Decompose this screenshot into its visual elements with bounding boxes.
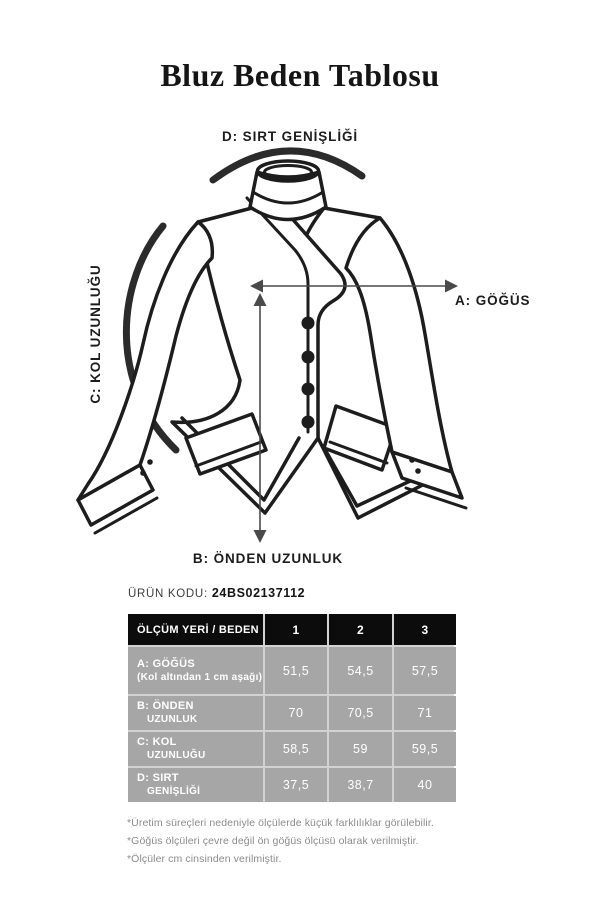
row-front-length-size-1: 70 [265,696,327,730]
table-header-measure: ÖLÇÜM YERİ / BEDEN [128,614,263,645]
row-chest-size-3: 57,5 [394,647,456,694]
row-sleeve-length-label: C: KOL UZUNLUĞU [128,732,263,766]
row-back-width-label: D: SIRT GENİŞLİĞİ [128,768,263,802]
footnote-chest-measure: *Göğüs ölçüleri çevre değil ön göğüs ölçüsü olarak verilmiştir. [127,835,419,847]
footnotes [127,814,434,868]
table-header-size-2: 2 [329,614,392,645]
table-header-size-3: 3 [394,614,456,645]
row-chest-size-1: 51,5 [265,647,327,694]
row-chest-size-2: 54,5 [329,647,392,694]
product-code-value: 24BS02137112 [211,586,306,600]
back-width-label: D: SIRT GENİŞLİĞİ [221,129,359,144]
row-back-width-size-1: 37,5 [265,768,327,802]
footnote-production: *Üretim süreçleri nedeniyle ölçülerde küçük farklılıklar görülebilir. [127,817,434,829]
row-sleeve-length-size-1: 58,5 [265,732,327,766]
row-front-length-size-2: 70,5 [329,696,392,730]
row-chest-label: A: GÖĞÜS (Kol altından 1 cm aşağı) [128,647,263,694]
row-sleeve-length-size-2: 59 [329,732,392,766]
chest-label: A: GÖĞÜS [455,293,531,308]
size-table [128,614,454,802]
row-front-length-size-3: 71 [394,696,456,730]
row-front-length-label: B: ÖNDEN UZUNLUK [128,696,263,730]
product-code-label: ÜRÜN KODU: [128,588,208,600]
table-header-size-1: 1 [265,614,327,645]
product-code [128,586,305,600]
footnote-units: *Ölçüler cm cinsinden verilmiştir. [127,853,282,865]
page-title: Bluz Beden Tablosu [160,57,440,93]
front-length-label: B: ÖNDEN UZUNLUK [192,551,344,566]
row-sleeve-length-size-3: 59,5 [394,732,456,766]
row-back-width-size-2: 38,7 [329,768,392,802]
row-back-width-size-3: 40 [394,768,456,802]
blouse-measurement-diagram [0,120,600,590]
sleeve-length-label: C: KOL UZUNLUĞU [88,264,103,404]
